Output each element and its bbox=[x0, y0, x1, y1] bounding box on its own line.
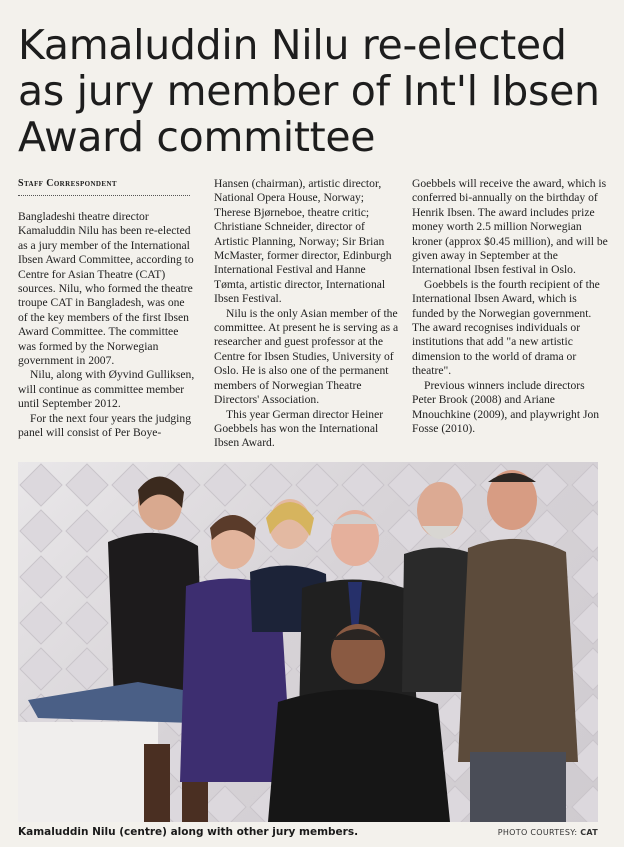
paragraph: For the next four years the judging panel will consist of Per Boye- bbox=[18, 411, 191, 440]
paragraph: Goebbels is the fourth recipient of the International Ibsen Award, which is funded by the Norwegian government. The award recognises individuals or institutions that add "a new artistic dimension to the world of drama or theatre". bbox=[412, 277, 600, 378]
article-column-1 bbox=[18, 210, 196, 441]
paragraph: Goebbels will receive the award, which is conferred bi-annually on the birthday of Henrik Ibsen. The award includes prize money worth 2.5 million Norwegian kroner (approx $0.45 million), and will be given away in September at the International Ibsen festival in Oslo. bbox=[412, 177, 608, 277]
headline: Kamaluddin Nilu re-elected as jury member of Int'l Ibsen Award committee bbox=[18, 21, 600, 161]
paragraph: Bangladeshi theatre director Kamaluddin Nilu has been re-elected as a jury member of the International Ibsen Award Committee, according to Centre for Asian Theatre (CAT) sources. Nilu, who formed the theatre troupe CAT in Bangladesh, was one of the key members of the first Ibsen Award Committee. The committee was formed by the Norwegian government in 2007. bbox=[18, 210, 194, 368]
group-photo bbox=[18, 462, 598, 822]
paragraph: Previous winners include directors Peter Brook (2008) and Ariane Mnouchkine (2009), and playwright Jon Fosse (2010). bbox=[412, 378, 600, 435]
byline: Staff Correspondent bbox=[18, 178, 190, 196]
paragraph: This year German director Heiner Goebbels has won the International Ibsen Award. bbox=[214, 407, 384, 450]
photo-illustration bbox=[18, 462, 598, 822]
paragraph: Nilu is the only Asian member of the committee. At present he is serving as a researcher and guest professor at the Centre for Ibsen Studies, University of Oslo. He is also one of the permanent members of Norwegian Theatre Directors' Association. bbox=[214, 306, 399, 407]
paragraph: Nilu, along with Øyvind Gulliksen, will continue as committee member until September 2012. bbox=[18, 368, 195, 411]
photo-credit bbox=[498, 828, 598, 837]
photo-credit-source: CAT bbox=[580, 828, 598, 837]
article-column-3 bbox=[412, 177, 608, 436]
photo-credit-label: PHOTO COURTESY: bbox=[497, 828, 578, 837]
paragraph: Hansen (chairman), artistic director, National Opera House, Norway; Therese Bjørneboe, theatre critic; Christiane Schneider, director of Artistic Planning, Norway; Sir Brian McMaster, former director, Edinburgh International Festival and Hanne Tømta, artistic director, International Ibsen Festival. bbox=[214, 177, 392, 306]
photo-caption: Kamaluddin Nilu (centre) along with other jury members. bbox=[18, 826, 359, 838]
white-bench bbox=[18, 722, 158, 822]
article-column-2 bbox=[214, 177, 400, 451]
